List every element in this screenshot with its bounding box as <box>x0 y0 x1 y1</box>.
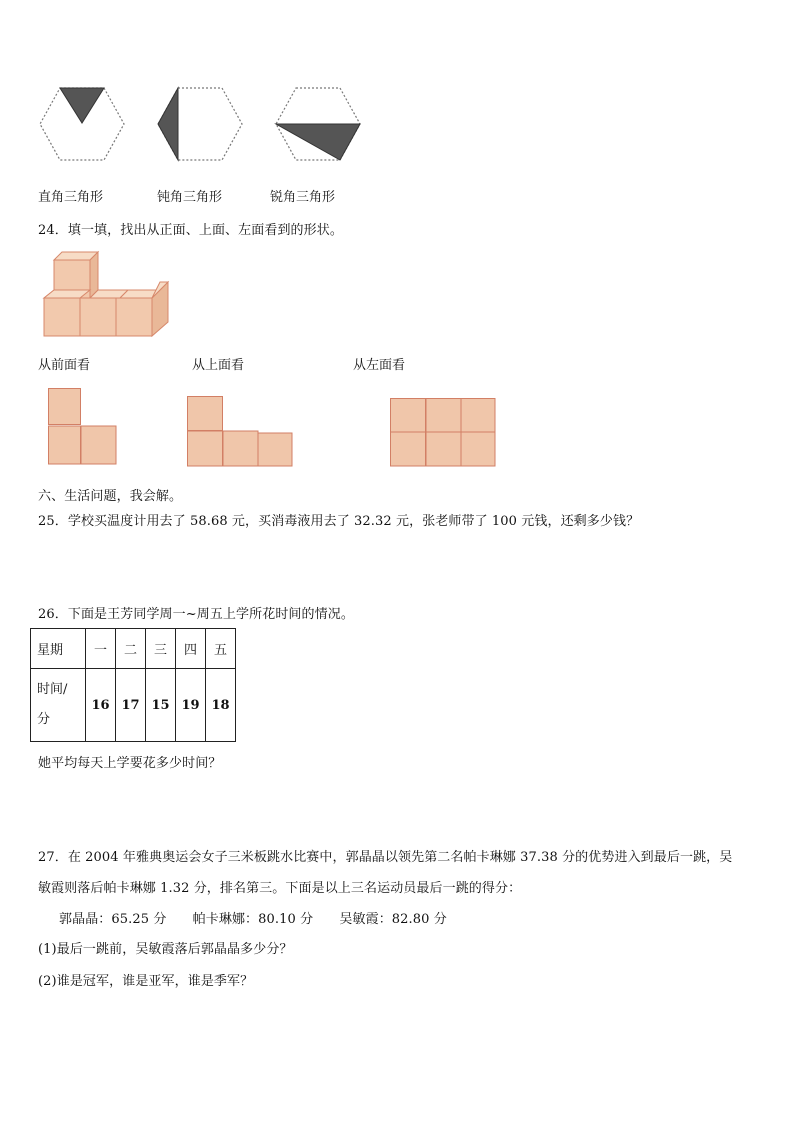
question-27-scores: 郭晶晶：65.25 分 帕卡琳娜：80.10 分 吴敏霞：82.80 分 <box>59 912 447 927</box>
table-header-weekday: 星期 <box>31 629 86 669</box>
question-27-line1: 27．在 2004 年雅典奥运会女子三米板跳水比赛中，郭晶晶以领先第二名帕卡琳娜 37.38 分的优势进入到最后一跳，吴 <box>38 850 733 865</box>
hexagon-figure-obtuse-triangle <box>156 85 246 163</box>
table-cell-minutes: 18 <box>206 669 236 742</box>
shaded-triangle <box>158 88 178 160</box>
question-27-sub2: (2)谁是冠军，谁是亚军，谁是季军？ <box>38 974 254 989</box>
table-cell-minutes: 17 <box>116 669 146 742</box>
commute-time-table <box>30 628 236 742</box>
table-cell-day: 一 <box>86 629 116 669</box>
section-title: 六、生活问题，我会解。 <box>38 489 183 504</box>
table-cell-day: 四 <box>176 629 206 669</box>
view-label-top: 从上面看 <box>192 358 245 373</box>
question-27-line2: 敏霞则落后帕卡琳娜 1.32 分，排名第三。下面是以上三名运动员最后一跳的得分： <box>38 881 522 896</box>
table-row <box>31 669 236 742</box>
question-24: 24．填一填，找出从正面、上面、左面看到的形状。 <box>38 223 343 238</box>
table-cell-minutes: 16 <box>86 669 116 742</box>
question-26-prompt: 她平均每天上学要花多少时间？ <box>38 756 222 771</box>
left-view-figure <box>390 398 498 468</box>
hexagon-figure-right-triangle <box>38 85 128 163</box>
caption-right-triangle: 直角三角形 <box>38 190 104 205</box>
shaded-triangle <box>276 124 360 160</box>
caption-obtuse-triangle: 钝角三角形 <box>157 190 223 205</box>
table-cell-minutes: 15 <box>146 669 176 742</box>
table-cell-day: 五 <box>206 629 236 669</box>
table-cell-day: 三 <box>146 629 176 669</box>
cube-stack-figure <box>42 246 172 338</box>
question-26-intro: 26．下面是王芳同学周一~周五上学所花时间的情况。 <box>38 607 354 622</box>
front-view-figure <box>48 388 118 466</box>
table-cell-day: 二 <box>116 629 146 669</box>
question-25: 25．学校买温度计用去了 58.68 元，买消毒液用去了 32.32 元，张老师带了 100 元钱，还剩多少钱？ <box>38 514 640 529</box>
table-cell-minutes: 19 <box>176 669 206 742</box>
shaded-triangle <box>60 88 104 123</box>
table-header-minutes <box>31 669 86 742</box>
caption-acute-triangle: 锐角三角形 <box>270 190 336 205</box>
question-27-sub1: (1)最后一跳前，吴敏霞落后郭晶晶多少分？ <box>38 942 293 957</box>
table-header-minutes-line2: 分 <box>37 712 51 727</box>
hexagon-figure-acute-triangle <box>274 85 364 163</box>
view-label-front: 从前面看 <box>38 358 91 373</box>
table-header-minutes-line1: 时间/ <box>37 682 68 697</box>
view-label-left: 从左面看 <box>353 358 406 373</box>
table-row <box>31 629 236 669</box>
top-view-figure <box>187 396 295 468</box>
